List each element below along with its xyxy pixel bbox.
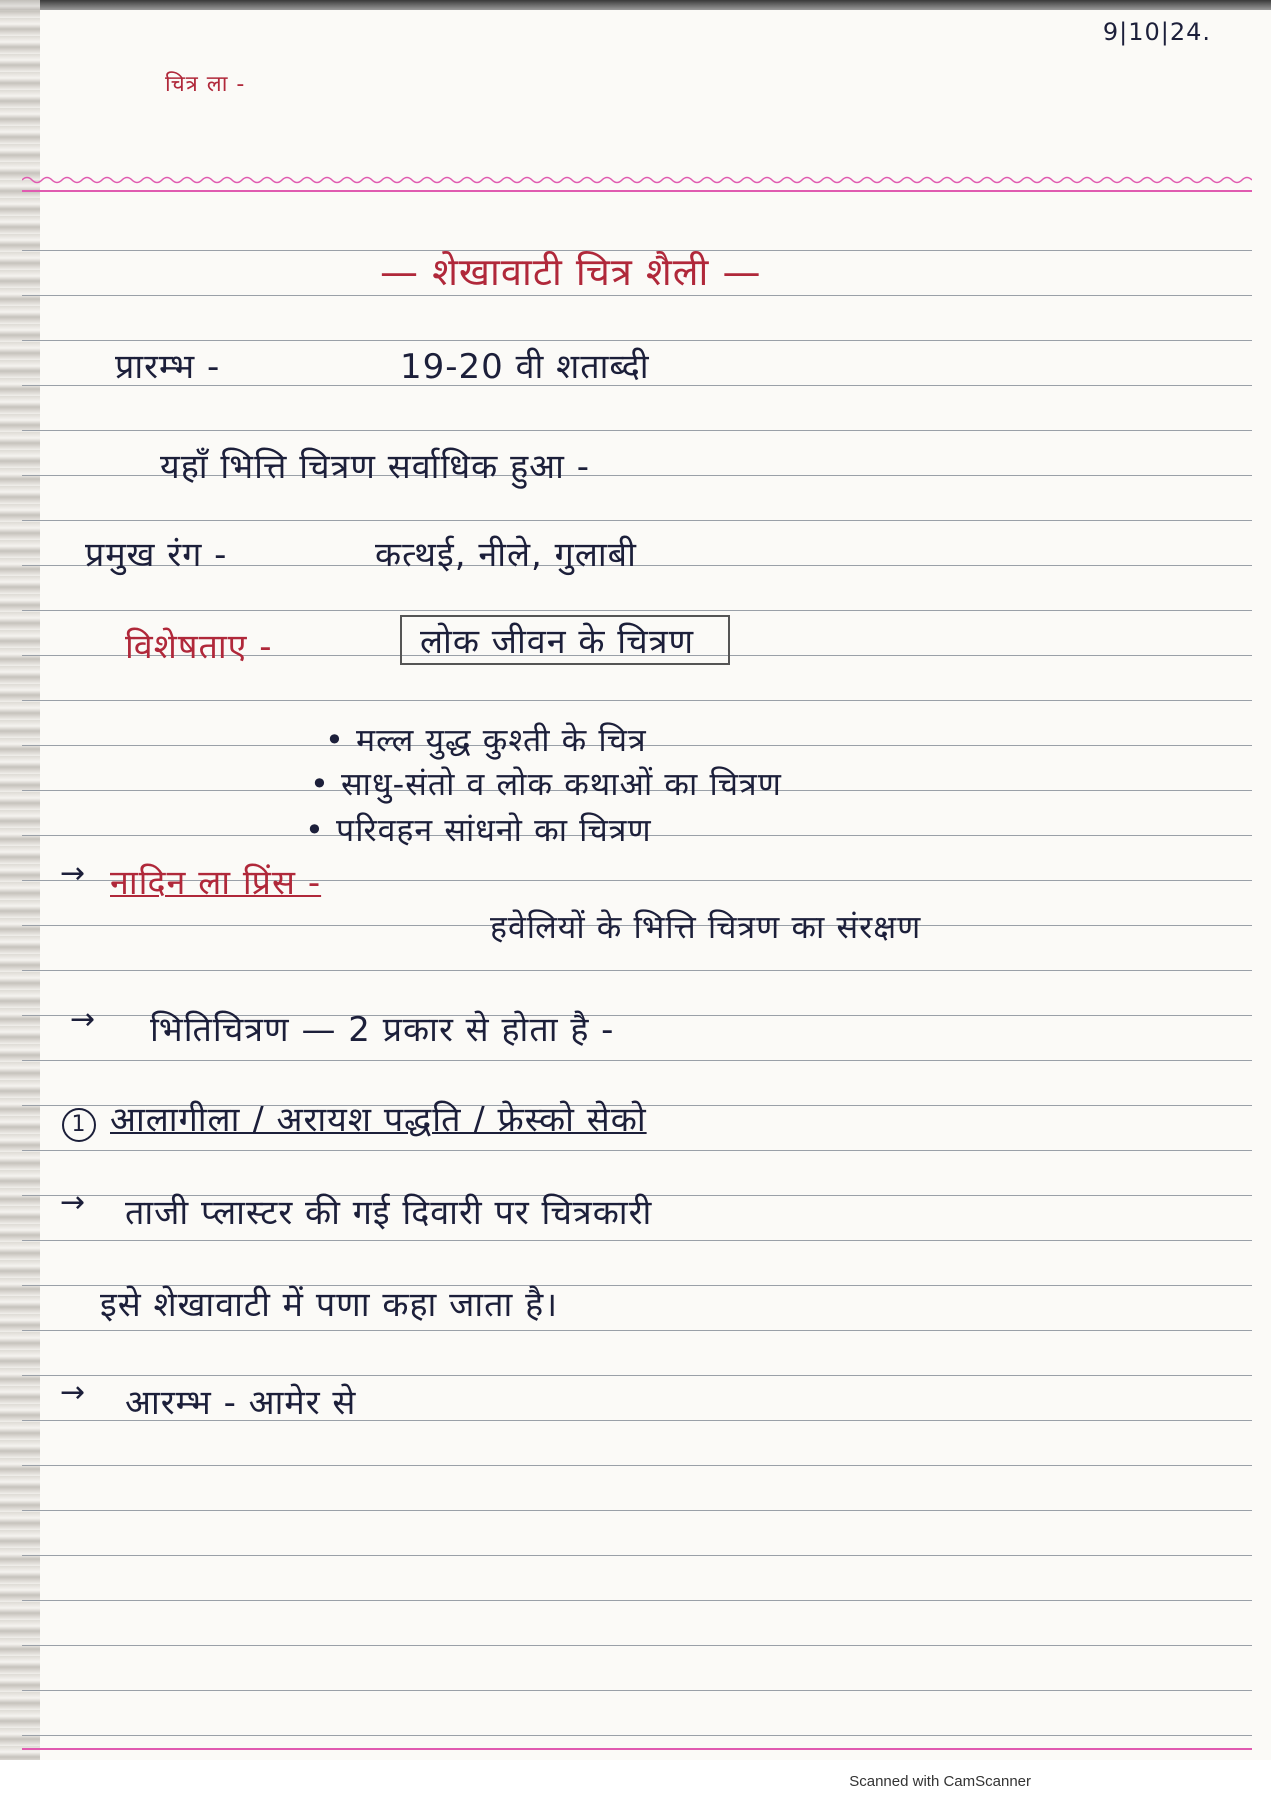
page-date: 9|10|24.: [1102, 18, 1211, 46]
arrow-icon: →: [60, 856, 87, 891]
ruled-line: [22, 1600, 1252, 1601]
ruled-line: [22, 1555, 1252, 1556]
bullet-1-text: मल्ल युद्ध कुश्ती के चित्र: [356, 721, 647, 759]
number-one-icon: 1: [62, 1108, 96, 1142]
margin-note: चित्र ला -: [165, 72, 246, 97]
prarambh-value: 19-20 वी शताब्दी: [400, 347, 650, 387]
ruled-line: [22, 430, 1252, 431]
arrow-icon: →: [70, 1002, 97, 1037]
nadine-value: हवेलियों के भित्ति चित्रण का संरक्षण: [490, 908, 922, 946]
pink-header-line: [22, 190, 1252, 192]
ruled-line: [22, 700, 1252, 701]
bullet-1: • मल्ल युद्ध कुश्ती के चित्र: [325, 721, 647, 759]
taji-line: ताजी प्लास्टर की गई दिवारी पर चित्रकारी: [125, 1193, 653, 1233]
nadine-label: नादिन ला प्रिंस -: [110, 863, 322, 903]
ruled-line: [22, 1690, 1252, 1691]
bullet-2-text: साधु-संतो व लोक कथाओं का चित्रण: [341, 765, 782, 803]
ruled-line: [22, 1645, 1252, 1646]
visheshta-value: लोक जीवन के चित्रण: [400, 615, 730, 665]
pink-bottom-line: [22, 1748, 1252, 1750]
scan-top-edge: [0, 0, 1271, 10]
arambh-line: आरम्भ - आमेर से: [125, 1383, 357, 1423]
prarambh-label: प्रारम्भ -: [115, 347, 221, 387]
ruled-line: [22, 1465, 1252, 1466]
bullet-3: • परिवहन सांधनो का चित्रण: [305, 811, 652, 849]
aala-text: आलागीला / अरायश पद्धति / फ्रेस्को सेको: [110, 1100, 647, 1140]
ruled-line: [22, 970, 1252, 971]
ruled-line: [22, 1735, 1252, 1736]
bullet-3-text: परिवहन सांधनो का चित्रण: [336, 811, 652, 849]
ruled-line: [22, 1330, 1252, 1331]
ruled-line: [22, 340, 1252, 341]
page-title: — शेखावाटी चित्र शैली —: [380, 250, 762, 294]
scan-footer: [0, 1760, 1271, 1800]
bullet-2: • साधु-संतो व लोक कथाओं का चित्रण: [310, 765, 782, 803]
arrow-icon: →: [60, 1375, 87, 1410]
rang-value: कत्थई, नीले, गुलाबी: [375, 535, 637, 575]
bhitti-types: भितिचित्रण — 2 प्रकार से होता है -: [150, 1010, 615, 1050]
ruled-line: [22, 1510, 1252, 1511]
ruled-line: [22, 520, 1252, 521]
ruled-line: [22, 1240, 1252, 1241]
pink-header-wave: [22, 175, 1252, 185]
visheshta-label: विशेषताए -: [125, 627, 273, 667]
ruled-line: [22, 610, 1252, 611]
aala-line: [62, 1095, 647, 1142]
arrow-icon: →: [60, 1185, 87, 1220]
ruled-line: [22, 1060, 1252, 1061]
ruled-line: [22, 1375, 1252, 1376]
rang-label: प्रमुख रंग -: [85, 535, 228, 575]
bhitti-line: यहाँ भित्ति चित्रण सर्वाधिक हुआ -: [160, 447, 590, 487]
ise-line: इसे शेखावाटी में पणा कहा जाता है।: [100, 1285, 559, 1325]
scanner-watermark: Scanned with CamScanner: [849, 1773, 1031, 1790]
ruled-line: [22, 1150, 1252, 1151]
